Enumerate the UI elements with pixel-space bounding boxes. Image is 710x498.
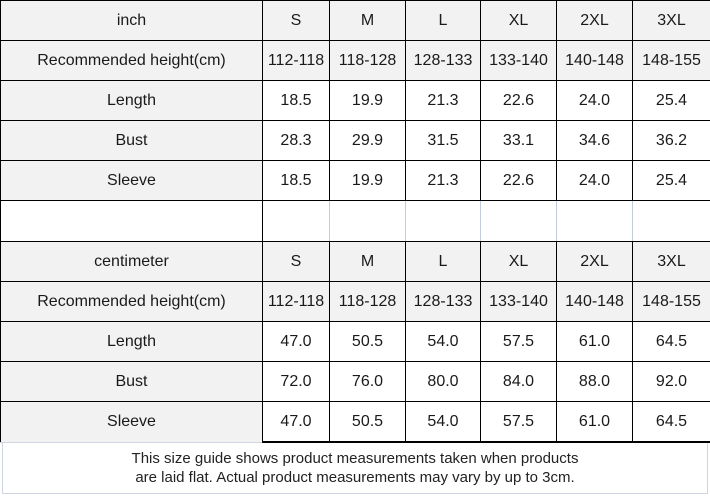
- row-label-cell: Bust: [1, 121, 263, 161]
- value-cell: 24.0: [557, 81, 633, 121]
- size-note: [2, 443, 708, 494]
- size-header-cell: 2XL: [557, 1, 633, 41]
- table-row: [1, 362, 710, 402]
- size-header-cell: 3XL: [633, 242, 710, 282]
- row-label-cell: Length: [1, 81, 263, 121]
- value-cell: 24.0: [557, 161, 633, 201]
- row-label-cell: Sleeve: [1, 402, 263, 443]
- value-cell: 21.3: [406, 161, 481, 201]
- size-header-cell: 2XL: [557, 242, 633, 282]
- value-cell: 148-155: [633, 282, 710, 322]
- value-cell: 47.0: [263, 402, 330, 443]
- value-cell: 19.9: [330, 81, 406, 121]
- value-cell: 47.0: [263, 322, 330, 362]
- value-cell: 54.0: [406, 402, 481, 443]
- value-cell: 140-148: [557, 282, 633, 322]
- table-row: [1, 282, 710, 322]
- value-cell: 19.9: [330, 161, 406, 201]
- size-header-cell: 3XL: [633, 1, 710, 41]
- value-cell: 50.5: [330, 322, 406, 362]
- inch-header-row: [1, 1, 710, 41]
- empty-cell: [330, 201, 406, 242]
- value-cell: 25.4: [633, 81, 710, 121]
- empty-cell: [557, 201, 633, 242]
- value-cell: 28.3: [263, 121, 330, 161]
- value-cell: 50.5: [330, 402, 406, 443]
- table-row: [1, 121, 710, 161]
- value-cell: 57.5: [481, 322, 557, 362]
- row-label-cell: Bust: [1, 362, 263, 402]
- table-row: [1, 161, 710, 201]
- table-row: [1, 41, 710, 81]
- value-cell: 118-128: [330, 41, 406, 81]
- empty-cell: [633, 201, 710, 242]
- table-row: [1, 322, 710, 362]
- cm-header-row: [1, 242, 710, 282]
- value-cell: 133-140: [481, 282, 557, 322]
- size-header-cell: M: [330, 1, 406, 41]
- value-cell: 92.0: [633, 362, 710, 402]
- value-cell: 64.5: [633, 322, 710, 362]
- value-cell: 88.0: [557, 362, 633, 402]
- value-cell: 29.9: [330, 121, 406, 161]
- value-cell: 34.6: [557, 121, 633, 161]
- row-label-cell: Recommended height(cm): [1, 41, 263, 81]
- size-note-line2: are laid flat. Actual product measurements may vary by up to 3cm.: [135, 469, 575, 486]
- value-cell: 18.5: [263, 81, 330, 121]
- unit-label-cell: inch: [1, 1, 263, 41]
- value-cell: 133-140: [481, 41, 557, 81]
- table-row: [1, 402, 710, 443]
- value-cell: 80.0: [406, 362, 481, 402]
- value-cell: 76.0: [330, 362, 406, 402]
- size-header-cell: XL: [481, 1, 557, 41]
- value-cell: 18.5: [263, 161, 330, 201]
- empty-cell: [481, 201, 557, 242]
- size-header-cell: S: [263, 1, 330, 41]
- size-header-cell: XL: [481, 242, 557, 282]
- value-cell: 84.0: [481, 362, 557, 402]
- value-cell: 22.6: [481, 81, 557, 121]
- size-header-cell: L: [406, 242, 481, 282]
- empty-cell: [1, 201, 263, 242]
- value-cell: 61.0: [557, 402, 633, 443]
- value-cell: 148-155: [633, 41, 710, 81]
- value-cell: 31.5: [406, 121, 481, 161]
- value-cell: 72.0: [263, 362, 330, 402]
- value-cell: 118-128: [330, 282, 406, 322]
- separator-row: [1, 201, 710, 242]
- size-note-line1: This size guide shows product measurements taken when products: [131, 450, 579, 467]
- value-cell: 21.3: [406, 81, 481, 121]
- size-header-cell: L: [406, 1, 481, 41]
- row-label-cell: Sleeve: [1, 161, 263, 201]
- value-cell: 33.1: [481, 121, 557, 161]
- row-label-cell: Length: [1, 322, 263, 362]
- value-cell: 140-148: [557, 41, 633, 81]
- size-header-cell: M: [330, 242, 406, 282]
- table-row: [1, 81, 710, 121]
- value-cell: 64.5: [633, 402, 710, 443]
- value-cell: 112-118: [263, 282, 330, 322]
- value-cell: 54.0: [406, 322, 481, 362]
- value-cell: 128-133: [406, 282, 481, 322]
- empty-cell: [406, 201, 481, 242]
- value-cell: 36.2: [633, 121, 710, 161]
- size-header-cell: S: [263, 242, 330, 282]
- value-cell: 57.5: [481, 402, 557, 443]
- unit-label-cell: centimeter: [1, 242, 263, 282]
- value-cell: 61.0: [557, 322, 633, 362]
- empty-cell: [263, 201, 330, 242]
- value-cell: 128-133: [406, 41, 481, 81]
- row-label-cell: Recommended height(cm): [1, 282, 263, 322]
- value-cell: 112-118: [263, 41, 330, 81]
- value-cell: 22.6: [481, 161, 557, 201]
- value-cell: 25.4: [633, 161, 710, 201]
